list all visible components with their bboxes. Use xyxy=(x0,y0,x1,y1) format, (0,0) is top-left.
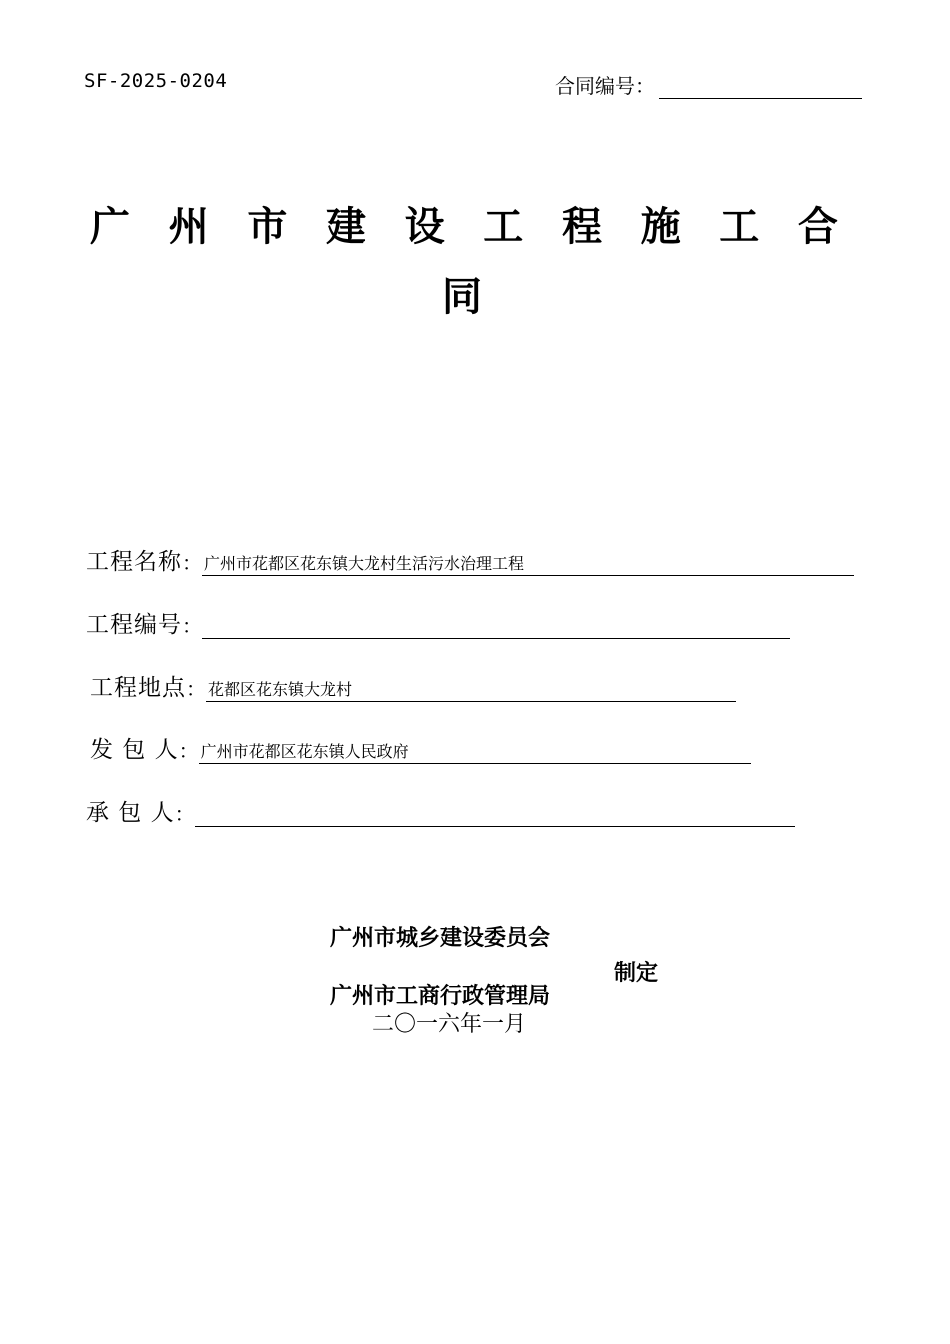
contract-number-row xyxy=(555,70,862,99)
project-location-colon: ： xyxy=(186,677,206,701)
issuer-construction-committee: 广州市城乡建设委员会 xyxy=(330,926,551,951)
title-line-1 xyxy=(90,192,838,262)
title-char: 广 xyxy=(90,204,130,250)
title-char: 建 xyxy=(325,204,366,250)
issuing-authorities xyxy=(330,925,659,1039)
field-contractor xyxy=(86,794,795,827)
employer-value[interactable]: 广州市花都区花东镇人民政府 xyxy=(199,740,751,764)
title-char: 程 xyxy=(561,204,602,250)
contractor-colon: ： xyxy=(174,802,195,826)
field-project-name xyxy=(86,543,854,576)
issuer-commerce-bureau: 广州市工商行政管理局 xyxy=(330,984,551,1009)
title-char: 合 xyxy=(797,204,838,250)
contractor-label: 承 包 人 xyxy=(86,800,175,826)
project-name-colon: ： xyxy=(182,551,202,575)
title-char: 施 xyxy=(640,204,681,250)
field-project-number xyxy=(86,606,790,639)
employer-label: 发 包 人 xyxy=(90,737,179,763)
title-line-2: 同 xyxy=(442,274,482,320)
title-char: 工 xyxy=(483,204,524,250)
field-project-location xyxy=(90,669,736,702)
issue-date: 二〇一六年一月 xyxy=(372,1012,527,1037)
project-name-value[interactable]: 广州市花都区花东镇大龙村生活污水治理工程 xyxy=(202,552,854,576)
document-code: SF-2025-0204 xyxy=(84,70,228,92)
contract-number-label: 合同编号： xyxy=(555,74,655,98)
contractor-value[interactable] xyxy=(195,803,795,827)
project-location-value[interactable]: 花都区花东镇大龙村 xyxy=(206,678,736,702)
project-location-label: 工程地点 xyxy=(90,675,186,701)
field-employer xyxy=(90,731,751,764)
title-char: 州 xyxy=(168,204,209,250)
contract-number-field[interactable] xyxy=(659,76,862,99)
made-by-label: 制定 xyxy=(614,961,659,986)
title-char: 市 xyxy=(247,204,288,250)
project-number-value[interactable] xyxy=(202,615,790,639)
title-char: 工 xyxy=(719,204,760,250)
employer-colon: ： xyxy=(178,739,199,763)
document-title xyxy=(90,192,860,332)
project-name-label: 工程名称 xyxy=(86,549,182,575)
project-number-colon: ： xyxy=(182,614,202,638)
title-char: 设 xyxy=(404,204,445,250)
project-number-label: 工程编号 xyxy=(86,612,182,638)
